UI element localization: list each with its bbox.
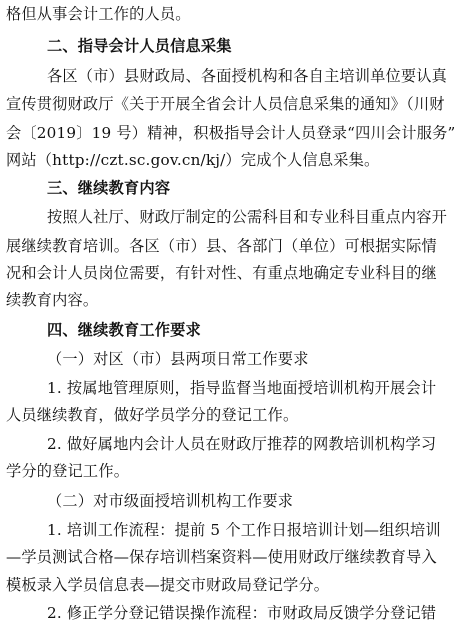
paragraph-line: 人员继续教育，做好学员学分的登记工作。: [6, 406, 299, 424]
paragraph-line: 会〔2019〕19 号）精神，积极指导会计人员登录“四川会计服务”: [6, 124, 456, 142]
paragraph-line: 况和会计人员岗位需要，有针对性、有重点地确定专业科目的继: [6, 264, 437, 282]
paragraph-line: 2. 修正学分登记错误操作流程：市财政局反馈学分登记错: [47, 604, 437, 622]
subsection-heading-1: （一）对区（市）县两项日常工作要求: [47, 350, 309, 368]
section-heading-3: 三、继续教育内容: [47, 179, 171, 197]
paragraph-line: 各区（市）县财政局、各面授机构和各自主培训单位要认真: [47, 67, 448, 85]
paragraph-line: 1. 按属地管理原则，指导监督当地面授培训机构开展会计: [47, 379, 437, 397]
section-heading-4: 四、继续教育工作要求: [47, 321, 201, 339]
paragraph-line: 格但从事会计工作的人员。: [6, 5, 191, 23]
section-heading-2: 二、指导会计人员信息采集: [47, 37, 232, 55]
paragraph-line: 展继续教育培训。各区（市）县、各部门（单位）可根据实际情: [6, 237, 437, 255]
paragraph-line: 模板录入学员信息表—提交市财政局登记学分。: [6, 576, 330, 594]
subsection-heading-2: （二）对市级面授培训机构工作要求: [47, 492, 294, 510]
paragraph-line: 宣传贯彻财政厅《关于开展全省会计人员信息采集的通知》（川财: [6, 95, 445, 113]
paragraph-line: 学分的登记工作。: [6, 462, 130, 480]
paragraph-line: 2. 做好属地内会计人员在财政厅推荐的网教培训机构学习: [47, 435, 437, 453]
paragraph-line: 按照人社厅、财政厅制定的公需科目和专业科目重点内容开: [47, 208, 448, 226]
paragraph-line: 网站（http://czt.sc.gov.cn/kj/）完成个人信息采集。: [6, 151, 380, 169]
paragraph-line: 1. 培训工作流程：提前 5 个工作日报培训计划—组织培训: [47, 521, 441, 539]
paragraph-line: —学员测试合格—保存培训档案资料—使用财政厅继续教育导入: [6, 548, 437, 566]
paragraph-line: 续教育内容。: [6, 291, 99, 309]
